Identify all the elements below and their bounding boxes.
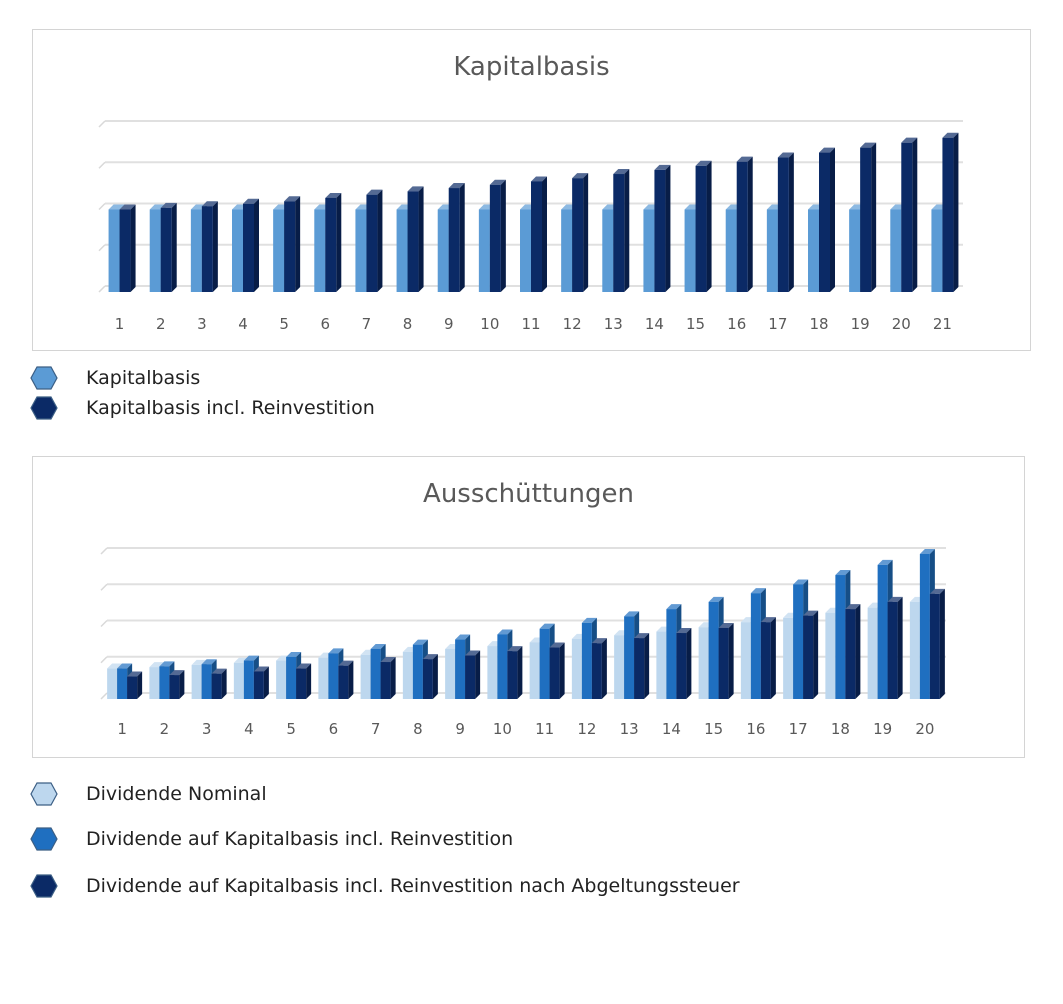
- bar-front: [408, 191, 419, 292]
- bar-front: [318, 658, 328, 699]
- bar-front: [849, 210, 860, 293]
- bar-front: [761, 622, 771, 699]
- legend-label: Dividende auf Kapitalbasis incl. Reinvestition nach Abgeltungssteuer: [86, 875, 740, 897]
- bar-side: [419, 186, 424, 292]
- bar-front: [284, 201, 295, 292]
- x-tick-label: 8: [413, 720, 423, 738]
- legend-swatch-icon: [30, 780, 58, 808]
- x-tick-label: 2: [159, 720, 170, 738]
- chart-title: Ausschüttungen: [423, 479, 634, 509]
- bar-front: [901, 143, 912, 292]
- legend-swatch: [31, 367, 57, 389]
- bar-side: [789, 153, 794, 292]
- bar: [676, 628, 691, 699]
- bar-front: [942, 138, 953, 292]
- bar-front: [455, 640, 465, 699]
- x-tick-label: 15: [686, 315, 706, 333]
- bar: [930, 589, 945, 699]
- bar-side: [377, 190, 382, 292]
- gridline-edge: [101, 657, 107, 663]
- bar: [449, 183, 465, 292]
- bar-side: [348, 661, 353, 699]
- x-tick-label: 2: [155, 315, 166, 333]
- bar-front: [497, 634, 507, 699]
- bar: [296, 664, 311, 699]
- x-tick-label: 3: [197, 315, 207, 333]
- x-tick-label: 17: [788, 720, 808, 738]
- bar: [381, 657, 396, 699]
- x-tick-label: 20: [891, 315, 911, 333]
- bar: [550, 643, 565, 699]
- bar-front: [819, 153, 830, 292]
- bar-front: [890, 210, 901, 293]
- bar-front: [361, 655, 371, 699]
- bar-front: [202, 664, 212, 699]
- bar-front: [719, 628, 729, 699]
- x-tick-label: 12: [562, 315, 582, 333]
- bar-front: [778, 158, 789, 292]
- bar-front: [550, 648, 560, 699]
- bar: [243, 199, 259, 292]
- bar-front: [479, 210, 490, 293]
- x-tick-label: 3: [201, 720, 212, 738]
- bar: [942, 133, 958, 292]
- bar-front: [276, 661, 286, 699]
- bar-side: [953, 133, 958, 292]
- bar: [778, 153, 794, 292]
- bar: [634, 633, 649, 699]
- bar-front: [191, 210, 202, 293]
- bar: [860, 143, 876, 292]
- bar-side: [517, 646, 522, 699]
- bar: [490, 180, 506, 292]
- bar-side: [583, 173, 588, 292]
- x-tick-label: 10: [480, 315, 500, 333]
- bar-front: [192, 665, 202, 699]
- bar-front: [685, 210, 696, 293]
- x-tick-label: 6: [328, 720, 339, 738]
- bar-side: [665, 165, 670, 292]
- gridline-edge: [99, 245, 105, 251]
- bar-front: [624, 616, 634, 699]
- x-tick-label: 19: [850, 315, 870, 333]
- bar-front: [808, 210, 819, 293]
- bar-front: [726, 210, 737, 293]
- bar-front: [868, 608, 878, 699]
- bar-front: [328, 653, 338, 699]
- x-tick-label: 8: [402, 315, 413, 333]
- x-tick-label: 7: [370, 720, 381, 738]
- bar-front: [666, 609, 676, 699]
- x-tick-label: 4: [238, 315, 248, 333]
- bar-side: [264, 666, 269, 699]
- bar-side: [213, 201, 218, 292]
- bar-front: [783, 618, 793, 699]
- bar-side: [433, 654, 438, 699]
- bar-side: [813, 611, 818, 699]
- chart-kapitalbasis: [32, 29, 1031, 351]
- legend-label: Dividende auf Kapitalbasis incl. Reinvestition: [86, 828, 514, 850]
- bar-front: [438, 210, 449, 293]
- x-tick-label: 13: [619, 720, 639, 738]
- bar: [338, 661, 353, 699]
- bar: [531, 176, 547, 292]
- gridline-edge: [99, 162, 105, 168]
- bar-front: [109, 210, 120, 293]
- x-tick-label: 16: [746, 720, 766, 738]
- bar-front: [127, 677, 137, 699]
- bar-front: [540, 629, 550, 699]
- bar-front: [825, 613, 835, 699]
- x-tick-label: 9: [443, 315, 454, 333]
- bar: [325, 193, 341, 292]
- bar-front: [403, 652, 413, 699]
- bar-front: [654, 170, 665, 292]
- bar-front: [676, 633, 686, 699]
- bar-side: [830, 148, 835, 292]
- bar: [819, 148, 835, 292]
- gridline-edge: [101, 693, 107, 699]
- bar-front: [273, 210, 284, 293]
- bar-front: [751, 593, 761, 699]
- bar: [254, 666, 269, 699]
- bar-front: [161, 208, 172, 292]
- bar-front: [634, 638, 644, 699]
- bar-side: [179, 670, 184, 699]
- x-tick-label: 13: [603, 315, 623, 333]
- bar-front: [709, 602, 719, 699]
- bar-side: [707, 161, 712, 292]
- bar: [761, 617, 776, 699]
- bar-side: [871, 143, 876, 292]
- bar-front: [696, 166, 707, 292]
- x-tick-label: 9: [455, 720, 465, 738]
- bar-front: [614, 635, 624, 699]
- legend-swatch: [31, 397, 57, 419]
- x-tick-label: 21: [932, 315, 952, 333]
- x-tick-label: 5: [279, 315, 289, 333]
- bar-side: [222, 669, 227, 699]
- bar-front: [355, 210, 366, 293]
- bar: [654, 165, 670, 292]
- bar-front: [530, 642, 540, 699]
- bar: [366, 190, 382, 292]
- bar-front: [878, 565, 888, 699]
- gridline-edge: [101, 548, 107, 554]
- bar-front: [254, 671, 264, 699]
- plot-area: [33, 457, 1026, 759]
- bar-front: [835, 575, 845, 699]
- x-tick-label: 15: [704, 720, 724, 738]
- bar-front: [120, 210, 131, 293]
- legend-swatch-icon: [30, 394, 58, 422]
- x-tick-label: 17: [768, 315, 788, 333]
- chart-title: Kapitalbasis: [453, 52, 610, 82]
- bar-side: [940, 589, 945, 699]
- bar-side: [460, 183, 465, 292]
- x-tick-label: 4: [244, 720, 254, 738]
- bar-side: [644, 633, 649, 699]
- bar-front: [845, 609, 855, 699]
- bar-side: [748, 157, 753, 292]
- bar-front: [561, 210, 572, 293]
- bar-front: [490, 185, 501, 292]
- bar-front: [920, 554, 930, 699]
- bar-front: [793, 584, 803, 699]
- gridline-edge: [99, 286, 105, 292]
- bar-side: [729, 623, 734, 699]
- plot-area: [33, 30, 1032, 352]
- bar-front: [888, 602, 898, 699]
- bar-front: [507, 651, 517, 699]
- bar-side: [131, 205, 136, 293]
- bar-side: [475, 651, 480, 700]
- legend-label: Kapitalbasis incl. Reinvestition: [86, 397, 375, 419]
- bar: [408, 186, 424, 292]
- legend-label: Dividende Nominal: [86, 783, 267, 805]
- legend-swatch: [31, 783, 57, 805]
- bar-side: [602, 638, 607, 699]
- bar-front: [487, 646, 497, 699]
- legend-swatch-icon: [30, 825, 58, 853]
- bar-front: [737, 162, 748, 292]
- bar-front: [117, 669, 127, 699]
- bar-front: [150, 210, 161, 293]
- x-tick-label: 18: [830, 720, 850, 738]
- bar-front: [860, 148, 871, 292]
- x-tick-label: 11: [521, 315, 541, 333]
- x-tick-label: 19: [873, 720, 893, 738]
- bar: [613, 169, 629, 292]
- bar: [284, 196, 300, 292]
- bar-front: [572, 178, 583, 292]
- bar-front: [149, 667, 159, 699]
- gridline-edge: [101, 621, 107, 627]
- bar-front: [286, 657, 296, 699]
- bar: [696, 161, 712, 292]
- bar-front: [465, 656, 475, 700]
- x-tick-label: 5: [286, 720, 296, 738]
- bar-side: [686, 628, 691, 699]
- bar-front: [413, 645, 423, 699]
- bar: [507, 646, 522, 699]
- gridline-edge: [99, 121, 105, 127]
- x-tick-label: 16: [727, 315, 747, 333]
- bar-front: [423, 659, 433, 699]
- bar-front: [243, 204, 254, 292]
- bar: [423, 654, 438, 699]
- bar-front: [366, 195, 377, 292]
- bar: [465, 651, 480, 700]
- bar: [120, 205, 136, 293]
- bar-side: [560, 643, 565, 699]
- bar-front: [381, 662, 391, 699]
- x-tick-label: 20: [915, 720, 935, 738]
- bar: [592, 638, 607, 699]
- chart-ausschuettungen: [32, 456, 1025, 758]
- bar-front: [699, 627, 709, 699]
- bar-side: [624, 169, 629, 292]
- legend-swatch-icon: [30, 872, 58, 900]
- bar-front: [107, 669, 117, 699]
- bar: [169, 670, 184, 699]
- bar-side: [501, 180, 506, 292]
- bar-front: [296, 669, 306, 699]
- bar-front: [314, 210, 325, 293]
- bar-side: [172, 203, 177, 292]
- x-tick-label: 14: [661, 720, 681, 738]
- legend-swatch-icon: [30, 364, 58, 392]
- bar: [161, 203, 177, 292]
- legend-swatch: [31, 828, 57, 850]
- bar-side: [391, 657, 396, 699]
- bar-front: [602, 210, 613, 293]
- bar-front: [169, 675, 179, 699]
- bar-front: [202, 206, 213, 292]
- bar-front: [582, 623, 592, 699]
- bar-front: [572, 639, 582, 699]
- x-tick-label: 18: [809, 315, 829, 333]
- legend-label: Kapitalbasis: [86, 367, 201, 389]
- bar-side: [855, 604, 860, 699]
- legend-swatch: [31, 875, 57, 897]
- bar-front: [930, 594, 940, 699]
- bar: [845, 604, 860, 699]
- bar: [719, 623, 734, 699]
- bar: [888, 597, 903, 699]
- x-tick-label: 14: [644, 315, 664, 333]
- bar: [202, 201, 218, 292]
- x-tick-label: 1: [117, 720, 127, 738]
- x-tick-label: 10: [492, 720, 512, 738]
- bar-front: [232, 210, 243, 293]
- bar: [901, 138, 917, 292]
- bar-front: [159, 666, 169, 699]
- bar: [572, 173, 588, 292]
- bar: [737, 157, 753, 292]
- bar-front: [767, 210, 778, 293]
- bar-front: [397, 210, 408, 293]
- bar-front: [445, 649, 455, 699]
- gridline-edge: [101, 584, 107, 590]
- bar-front: [613, 174, 624, 292]
- bar-side: [306, 664, 311, 699]
- gridline-edge: [99, 204, 105, 210]
- bar: [212, 669, 227, 699]
- bar-front: [234, 663, 244, 699]
- bar-front: [531, 181, 542, 292]
- bar-front: [371, 649, 381, 699]
- bar-front: [325, 198, 336, 292]
- bar-front: [803, 616, 813, 699]
- bar-side: [771, 617, 776, 699]
- bar-front: [212, 674, 222, 699]
- x-tick-label: 7: [361, 315, 372, 333]
- bar-front: [931, 210, 942, 293]
- bar-front: [592, 643, 602, 699]
- bar-side: [898, 597, 903, 699]
- bar-side: [254, 199, 259, 292]
- bar-front: [449, 188, 460, 292]
- bar-side: [336, 193, 341, 292]
- bar: [127, 672, 142, 699]
- bar-front: [741, 622, 751, 699]
- bar-front: [656, 632, 666, 699]
- bar-side: [295, 196, 300, 292]
- bar-side: [542, 176, 547, 292]
- x-tick-label: 11: [535, 720, 555, 738]
- bar: [803, 611, 818, 699]
- bar-front: [244, 661, 254, 699]
- bar-front: [520, 210, 531, 293]
- x-tick-label: 1: [114, 315, 125, 333]
- bar-front: [338, 666, 348, 699]
- x-tick-label: 6: [320, 315, 331, 333]
- bar-front: [643, 210, 654, 293]
- bar-front: [910, 602, 920, 699]
- bar-side: [912, 138, 917, 292]
- x-tick-label: 12: [577, 720, 597, 738]
